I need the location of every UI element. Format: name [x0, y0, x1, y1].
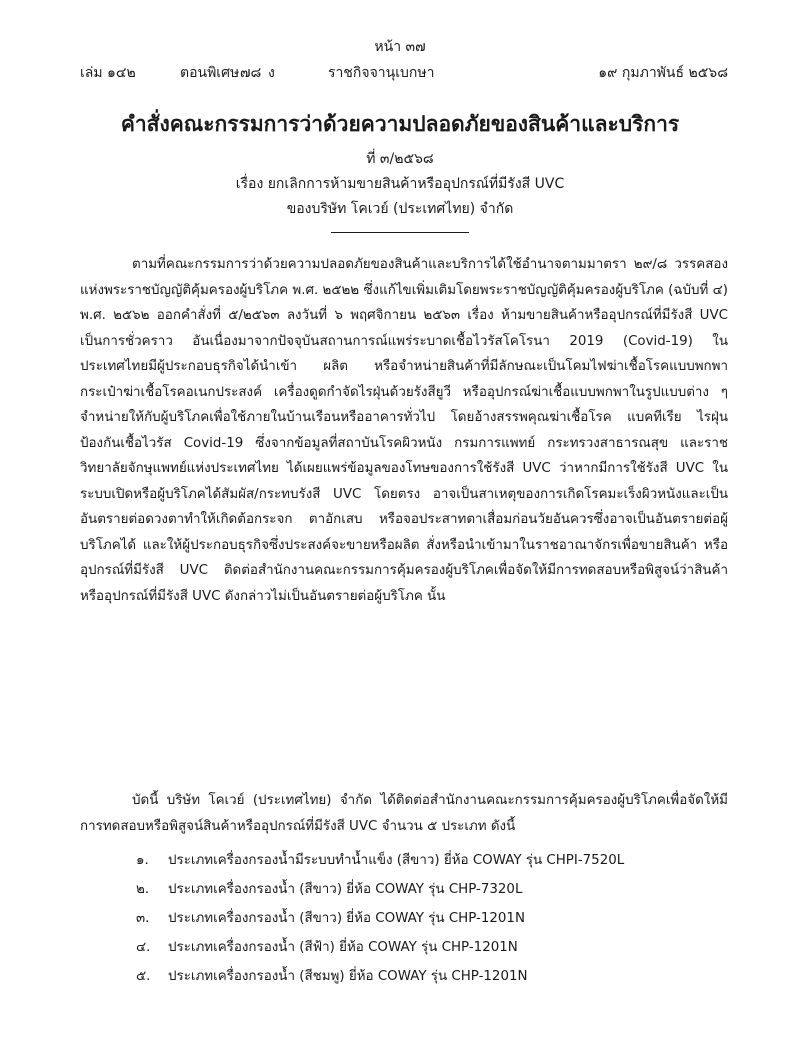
subject-line-1: เรื่อง ยกเลิกการห้ามขายสินค้าหรืออุปกรณ์ที่มีรังสี UVC [235, 176, 565, 192]
list-item-number: ๒. [136, 882, 150, 897]
list-item [136, 904, 624, 933]
volume: เล่ม ๑๔๒ [80, 65, 136, 81]
list-item-number: ๓. [136, 911, 150, 926]
product-list [136, 846, 624, 991]
gazette-header [80, 62, 728, 82]
list-item-text: ประเภทเครื่องกรองน้ำ (สีขาว) ยี่ห้อ COWAY รุ่น CHP-7320L [168, 882, 523, 897]
paragraph-1: ตามที่คณะกรรมการว่าด้วยความปลอดภัยของสินค้าและบริการได้ใช้อำนาจตามมาตรา ๒๙/๘ วรรคสอง แห่งพระราชบัญญัติคุ้มครองผู้บริโภค พ.ศ. ๒๕๒๒ ซึ่งแก้ไขเพิ่มเติมโดยพระราชบัญญัติคุ้มครองผู้บริโภค (ฉบับที่ ๔) พ.ศ. ๒๕๖๒ ออกคำสั่งที่ ๕/๒๕๖๓ ลงวันที่ ๖ พฤศจิกายน ๒๕๖๓ เรื่อง ห้ามขายสินค้าหรืออุปกรณ์ที่มีรังสี UVC เป็นการชั่วคราว อันเนื่องมาจากปัจจุบันสถานการณ์แพร่ระบาดเชื้อไวรัสโคโรนา 2019 (Covid-19) ในประเทศไทยมีผู้ประกอบธุรกิจได้นำเข้า ผลิต หรือจำหน่ายสินค้าที่มีลักษณะเป็นโคมไฟฆ่าเชื้อโรคแบบพกพา กระเป๋าฆ่าเชื้อโรคอเนกประสงค์ เครื่องดูดกำจัดไรฝุ่นด้วยรังสียูวี หรืออุปกรณ์ฆ่าเชื้อแบบพกพาในรูปแบบต่าง ๆ จำหน่ายให้กับผู้บริโภคเพื่อใช้ภายในบ้านเรือนหรืออาคารทั่วไป โดยอ้างสรรพคุณฆ่าเชื้อโรค แบคทีเรีย ไรฝุ่น ป้องกันเชื้อไวรัส Covid-19 ซึ่งจากข้อมูลที่สถาบันโรคผิวหนัง กรมการแพทย์ กระทรวงสาธารณสุข และราชวิทยาลัยจักษุแพทย์แห่งประเทศไทย ได้เผยแพร่ข้อมูลของโทษของการใช้รังสี UVC ว่าหากมีการใช้รังสี UVC ในระบบเปิดหรือผู้บริโภคได้สัมผัส/กระทบรังสี UVC โดยตรง อาจเป็นสาเหตุของการเกิดโรคมะเร็งผิวหนังและเป็นอันตรายต่อดวงตาทำให้เกิดต้อกระจก ตาอักเสบ หรือจอประสาทตาเสื่อมก่อนวัยอันควรซึ่งอาจเป็นอันตรายต่อผู้บริโภคได้ และให้ผู้ประกอบธุรกิจซึ่งประสงค์จะขายหรือผลิต สั่งหรือนำเข้ามาในราชอาณาจักรเพื่อขายสินค้า หรืออุปกรณ์ที่มีรังสี UVC ติดต่อสำนักงานคณะกรรมการคุ้มครองผู้บริโภคเพื่อจัดให้มีการทดสอบหรือพิสูจน์ว่าสินค้าหรืออุปกรณ์ที่มีรังสี UVC ดังกล่าวไม่เป็นอันตรายต่อผู้บริโภค นั้น [80, 257, 728, 604]
order-number: ที่ ๓/๒๕๖๘ [366, 151, 434, 167]
section-number: ๗๘ [240, 65, 262, 81]
list-item-number: ๕. [136, 969, 151, 984]
list-item [136, 875, 624, 904]
section-label: ตอนพิเศษ [180, 65, 240, 81]
list-item [136, 933, 624, 962]
list-item-number: ๑. [136, 853, 149, 868]
title-divider [331, 232, 469, 233]
subject-line-2: ของบริษัท โคเวย์ (ประเทศไทย) จำกัด [286, 201, 514, 217]
list-item-text: ประเภทเครื่องกรองน้ำมีระบบทำน้ำแข็ง (สีขาว) ยี่ห้อ COWAY รุ่น CHPI-7520L [168, 853, 625, 868]
list-item-text: ประเภทเครื่องกรองน้ำ (สีฟ้า) ยี่ห้อ COWAY รุ่น CHP-1201N [168, 940, 518, 955]
publication-date: ๑๙ กุมภาพันธ์ ๒๕๖๘ [598, 65, 728, 81]
page-number: หน้า ๓๗ [374, 39, 426, 55]
list-item-number: ๔. [136, 940, 151, 955]
category: ง [268, 65, 275, 81]
paragraph-2: บัดนี้ บริษัท โคเวย์ (ประเทศไทย) จำกัด ได้ติดต่อสำนักงานคณะกรรมการคุ้มครองผู้บริโภคเพื่อจัดให้มีการทดสอบหรือพิสูจน์สินค้าหรืออุปกรณ์ที่มีรังสี UVC จำนวน ๕ ประเภท ดังนี้ [80, 793, 728, 834]
gazette-name: ราชกิจจานุเบกษา [328, 65, 435, 81]
list-item-text: ประเภทเครื่องกรองน้ำ (สีขาว) ยี่ห้อ COWAY รุ่น CHP-1201N [168, 911, 525, 926]
document-title: คำสั่งคณะกรรมการว่าด้วยความปลอดภัยของสินค้าและบริการ [120, 112, 680, 136]
list-item-text: ประเภทเครื่องกรองน้ำ (สีชมพู) ยี่ห้อ COWAY รุ่น CHP-1201N [168, 969, 528, 984]
list-item [136, 962, 624, 991]
list-item [136, 846, 624, 875]
